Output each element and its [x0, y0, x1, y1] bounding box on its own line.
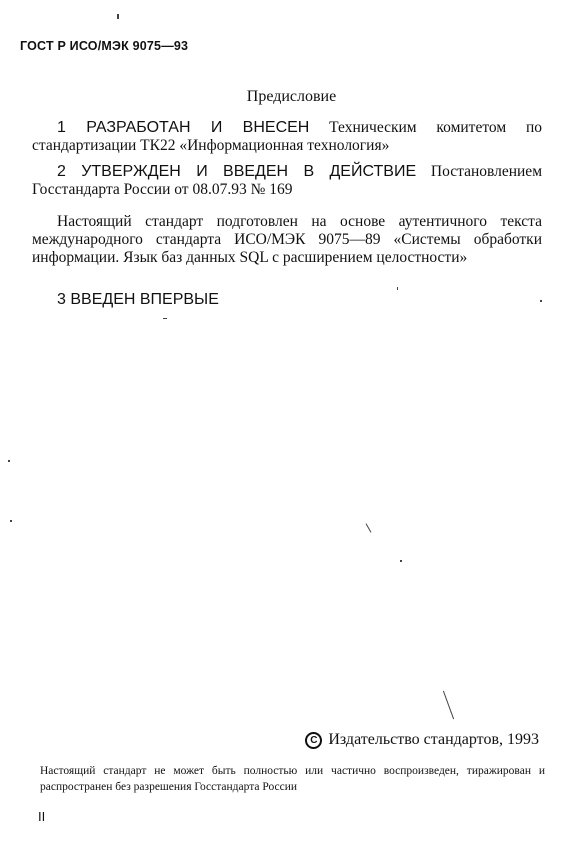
preface-item-2-lead: 2 УТВЕРЖДЕН И ВВЕДЕН В ДЕЙСТВИЕ: [57, 163, 417, 180]
scan-speck: [10, 520, 12, 522]
standard-code-header: ГОСТ Р ИСО/МЭК 9075—93: [20, 39, 189, 53]
preface-item-1-text: Техническим комитетом по стандартизации ТК22 «Информационная технология»: [32, 119, 542, 154]
preface-item-3: [32, 291, 542, 309]
preface-item-2-text: Постановлением Госстандарта России от 08.07.93 № 169: [32, 163, 542, 198]
reproduction-notice: Настоящий стандарт не может быть полностью или частично воспроизведен, тиражирован и распространен без разрешения Госстандарта России: [40, 765, 545, 793]
scan-speck: [540, 300, 542, 302]
preface-item-1-lead: 1 РАЗРАБОТАН И ВНЕСЕН: [57, 119, 310, 136]
preface-item-2: [32, 163, 542, 199]
scan-speck: [163, 318, 167, 319]
scan-speck: [117, 14, 119, 19]
copyright-line: [305, 731, 539, 749]
scan-speck: [8, 460, 10, 462]
copyright-icon: C: [305, 732, 322, 749]
scan-speck: [397, 287, 398, 290]
scan-speck: [443, 691, 454, 720]
preface-item-1: [32, 119, 542, 155]
scan-speck: [366, 523, 372, 532]
page-number: II: [38, 809, 46, 824]
preface-basis-paragraph: Настоящий стандарт подготовлен на основе аутентичного текста международного стандарта ИСО/МЭК 9075—89 «Системы обработки информации. Язык баз данных SQL с расширением целостности»: [32, 213, 542, 266]
scan-speck: [400, 560, 402, 562]
preface-title: Предисловие: [246, 88, 337, 105]
preface-item-3-lead: 3 ВВЕДЕН ВПЕРВЫЕ: [57, 291, 219, 308]
copyright-text: Издательство стандартов, 1993: [328, 731, 539, 748]
